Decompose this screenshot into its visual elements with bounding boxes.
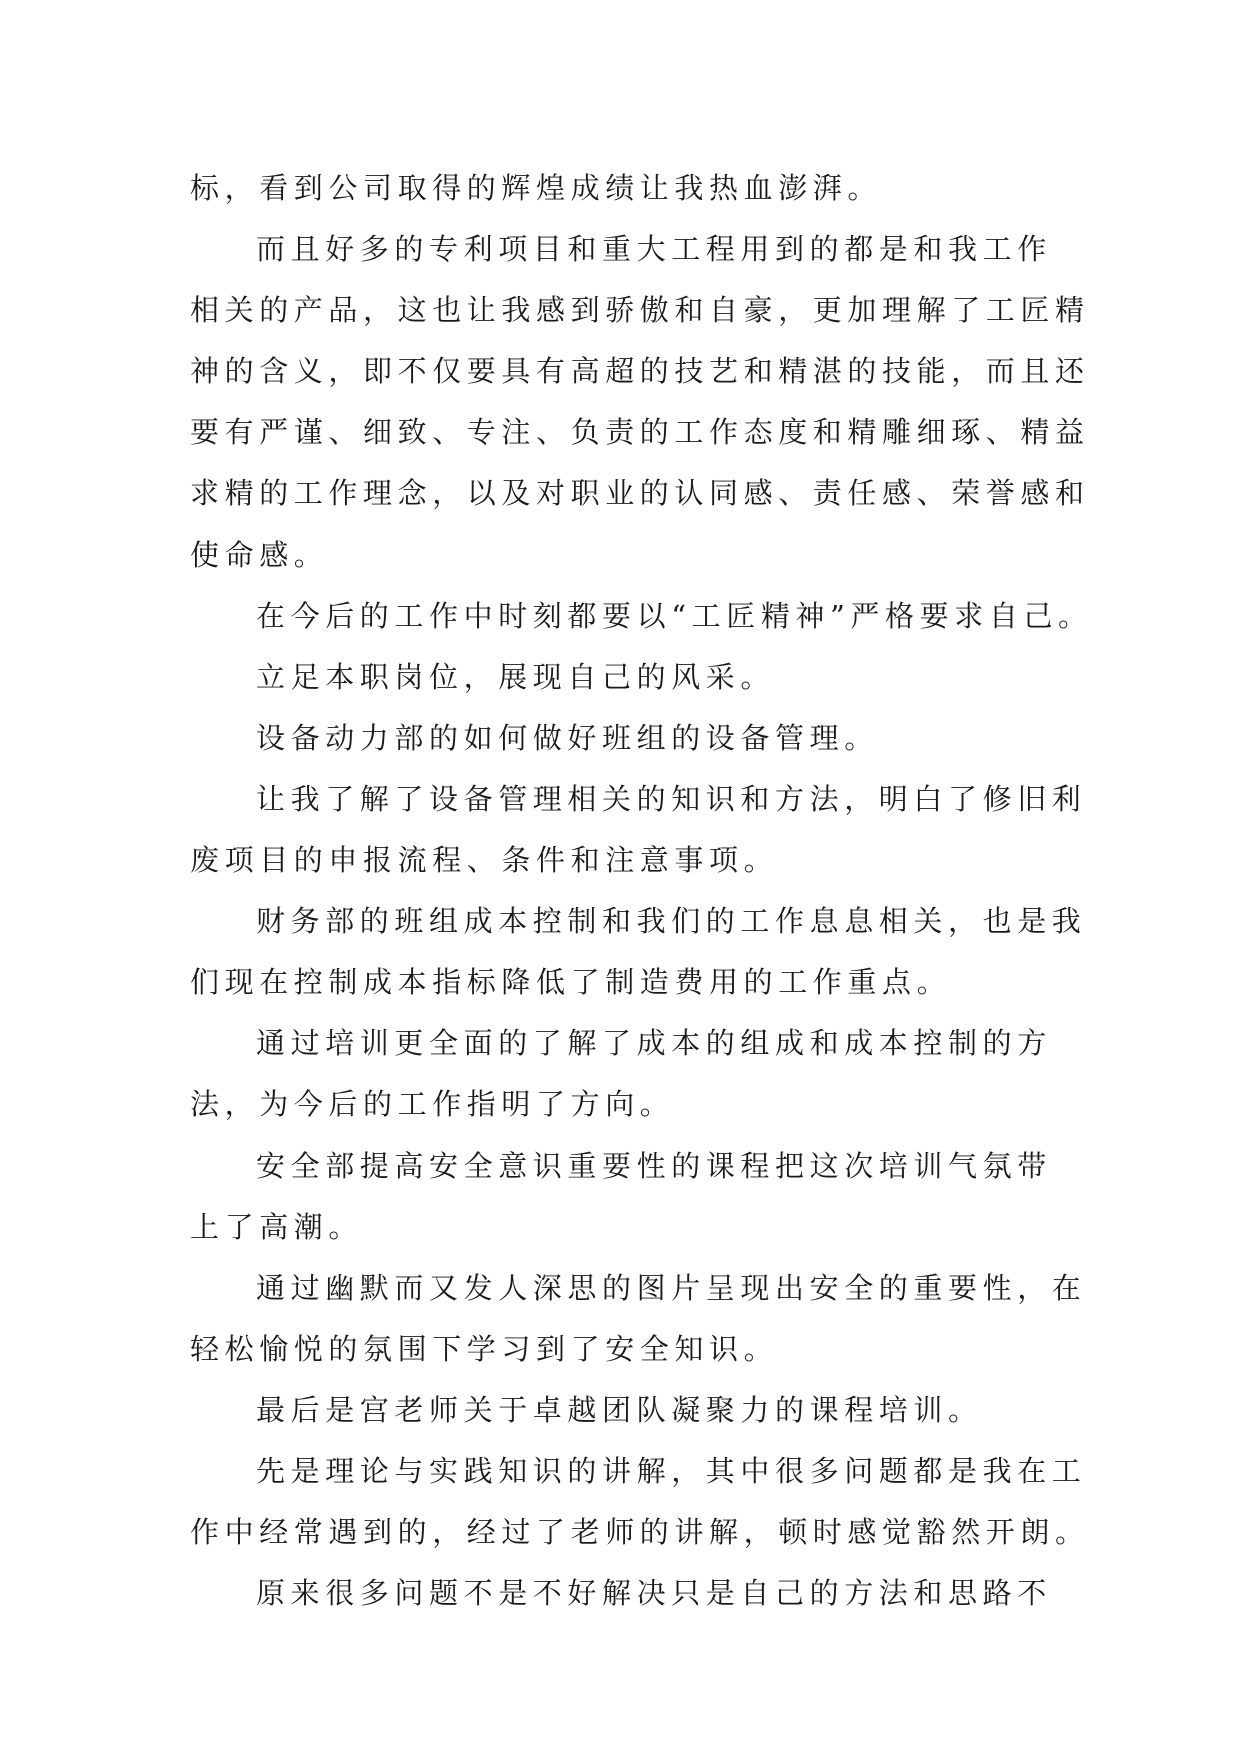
text-line: 安全部提高安全意识重要性的课程把这次培训气氛带 [256,1148,1052,1183]
text-line: 相关的产品，这也让我感到骄傲和自豪，更加理解了工匠精 [190,293,1090,328]
text-line: 标，看到公司取得的辉煌成绩让我热血澎湃。 [190,171,883,205]
text-line: 使命感。 [190,537,329,572]
text-line: 财务部的班组成本控制和我们的工作息息相关，也是我 [256,904,1087,939]
text-line: 要有严谨、细致、专注、负责的工作态度和精雕细琢、精益 [190,415,1090,450]
text-line: 立足本职岗位，展现自己的风采。 [256,659,776,694]
text-line: 神的含义，即不仅要具有高超的技艺和精湛的技能，而且还 [190,354,1090,389]
text-line: 让我了解了设备管理相关的知识和方法，明白了修旧利 [256,781,1087,816]
text-line: 法，为今后的工作指明了方向。 [190,1087,675,1122]
text-line: 原来很多问题不是不好解决只是自己的方法和思路不 [256,1576,1052,1611]
text-line: 设备动力部的如何做好班组的设备管理。 [256,720,879,755]
text-line: 们现在控制成本指标降低了制造费用的工作重点。 [190,965,952,1000]
text-line: 通过幽默而又发人深思的图片呈现出安全的重要性，在 [256,1270,1087,1305]
text-line: 求精的工作理念，以及对职业的认同感、责任感、荣誉感和 [190,476,1090,511]
text-line: 轻松愉悦的氛围下学习到了安全知识。 [190,1331,779,1366]
body-text [190,158,1093,1624]
text-line: 上了高潮。 [190,1209,364,1244]
text-line: 作中经常遇到的，经过了老师的讲解，顿时感觉豁然开朗。 [190,1515,1090,1550]
text-line: 而且好多的专利项目和重大工程用到的都是和我工作 [256,232,1052,267]
text-line: 先是理论与实践知识的讲解，其中很多问题都是我在工 [256,1453,1087,1488]
text-line: 在今后的工作中时刻都要以“工匠精神”严格要求自己。 [256,598,1093,633]
text-line: 废项目的申报流程、条件和注意事项。 [190,843,779,878]
text-line: 最后是宫老师关于卓越团队凝聚力的课程培训。 [256,1392,983,1427]
text-line: 通过培训更全面的了解了成本的组成和成本控制的方 [256,1026,1052,1061]
